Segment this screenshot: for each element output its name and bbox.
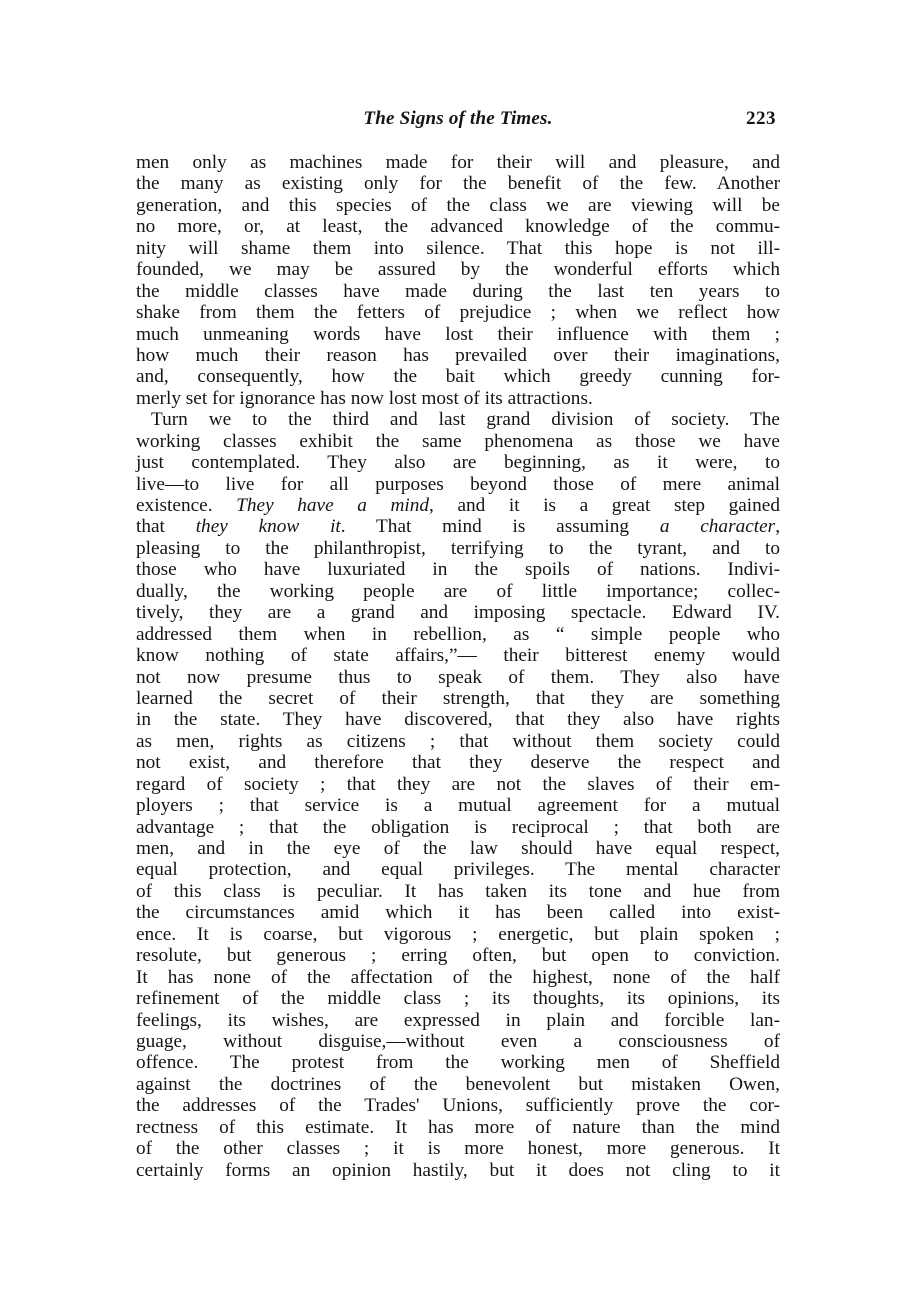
text-line: [136, 452, 780, 473]
text-line: [136, 881, 780, 902]
text-line: [136, 516, 780, 537]
text-run: , and it is a great step gained: [429, 495, 780, 516]
text-line: [136, 688, 780, 709]
text-run: no more, or, at least, the advanced knowledge of the commu-: [136, 216, 780, 238]
text-line: [136, 667, 780, 688]
text-line: [136, 195, 780, 216]
text-line: [136, 1074, 780, 1095]
text-line: [136, 945, 780, 966]
text-line: [136, 1052, 780, 1073]
text-line: [136, 581, 780, 602]
text-line: [136, 774, 780, 795]
text-line: [136, 409, 780, 430]
italic-text: They have a mind: [236, 495, 430, 516]
text-line: [136, 859, 780, 880]
text-line: [136, 731, 780, 752]
text-run: as men, rights as citizens ; that without them society could: [136, 730, 780, 752]
italic-text: a character: [659, 516, 776, 538]
text-run: pleasing to the philanthropist, terrifying to the tyrant, and to: [136, 537, 780, 559]
text-run: and, consequently, how the bait which greedy cunning for-: [136, 366, 780, 388]
text-line: [136, 795, 780, 816]
text-run: learned the secret of their strength, that they are something: [136, 687, 780, 709]
text-run: of the other classes ; it is more honest, more generous. It: [136, 1138, 780, 1160]
text-run: founded, we may be assured by the wonderful efforts which: [136, 259, 780, 281]
text-run: advantage ; that the obligation is reciprocal ; that both are: [136, 816, 780, 838]
text-run: not now presume thus to speak of them. They also have: [136, 666, 780, 688]
text-line: [136, 238, 780, 259]
text-run: ,: [775, 516, 781, 538]
text-run: not exist, and therefore that they deserve the respect and: [136, 752, 780, 774]
text-line: [136, 988, 780, 1009]
running-title: The Signs of the Times.: [363, 108, 553, 129]
text-run: merly set for ignorance has now lost most of its attractions.: [136, 387, 593, 409]
text-line: [136, 602, 780, 623]
text-line: [136, 324, 780, 345]
text-line: [136, 1031, 780, 1052]
text-line: [136, 388, 780, 409]
text-line: [136, 1010, 780, 1031]
text-run: addressed them when in rebellion, as “ simple people who: [136, 623, 780, 645]
body-text: [136, 152, 780, 1181]
text-run: of this class is peculiar. It has taken its tone and hue from: [136, 880, 780, 902]
text-line: [136, 1117, 780, 1138]
text-line: [136, 902, 780, 923]
paragraph: [136, 152, 780, 409]
text-run: generation, and this species of the class we are viewing will be: [136, 194, 780, 216]
text-line: [136, 752, 780, 773]
text-run: those who have luxuriated in the spoils of nations. Indivi-: [136, 559, 780, 581]
text-run: just contemplated. They also are beginning, as it were, to: [136, 452, 780, 474]
text-line: [136, 559, 780, 580]
text-line: [136, 624, 780, 645]
text-run: know nothing of state affairs,”— their bitterest enemy would: [136, 645, 780, 667]
text-run: rectness of this estimate. It has more of nature than the mind: [136, 1116, 780, 1138]
text-run: shake from them the fetters of prejudice ; when we reflect how: [136, 302, 780, 324]
page-number: 223: [746, 108, 776, 129]
text-run: guage, without disguise,—without even a consciousness of: [136, 1030, 780, 1052]
text-run: regard of society ; that they are not the slaves of their em-: [136, 773, 780, 795]
text-run: tively, they are a grand and imposing spectacle. Edward IV.: [136, 602, 780, 624]
text-run: . That mind is assuming: [340, 516, 660, 538]
text-run: ence. It is coarse, but vigorous ; energetic, but plain spoken ;: [136, 923, 780, 945]
text-run: nity will shame them into silence. That this hope is not ill-: [136, 237, 780, 259]
text-run: working classes exhibit the same phenomena as those we have: [136, 430, 780, 452]
text-line: [136, 924, 780, 945]
text-run: live—to live for all purposes beyond those of mere animal: [136, 473, 780, 495]
text-run: certainly forms an opinion hastily, but it does not cling to it: [136, 1159, 780, 1181]
text-run: the middle classes have made during the last ten years to: [136, 280, 780, 302]
text-line: [136, 817, 780, 838]
text-line: [136, 1095, 780, 1116]
text-run: the many as existing only for the benefit of the few. Another: [136, 173, 780, 195]
text-run: dually, the working people are of little importance; collec-: [136, 580, 780, 602]
text-run: ployers ; that service is a mutual agreement for a mutual: [136, 795, 780, 817]
text-run: the circumstances amid which it has been called into exist-: [136, 902, 780, 924]
text-run: how much their reason has prevailed over their imaginations,: [136, 344, 780, 366]
text-line: [136, 281, 780, 302]
text-line: [136, 645, 780, 666]
italic-text: they know it: [195, 516, 341, 538]
text-run: existence.: [136, 495, 237, 516]
text-line: [136, 302, 780, 323]
text-line: [136, 366, 780, 387]
paragraph: [136, 409, 780, 1181]
text-line: [136, 709, 780, 730]
text-run: that: [136, 516, 196, 538]
text-run: the addresses of the Trades' Unions, sufficiently prove the cor-: [136, 1095, 780, 1117]
text-run: feelings, its wishes, are expressed in plain and forcible lan-: [136, 1009, 780, 1031]
text-line: [136, 152, 780, 173]
text-line: [136, 538, 780, 559]
running-head: [136, 108, 780, 138]
text-line: [136, 967, 780, 988]
text-run: resolute, but generous ; erring often, but open to conviction.: [136, 945, 780, 967]
text-run: men, and in the eye of the law should have equal respect,: [136, 838, 780, 859]
text-line: [136, 345, 780, 366]
text-line: [136, 173, 780, 194]
text-run: equal protection, and equal privileges. The mental character: [136, 859, 780, 881]
text-run: in the state. They have discovered, that they also have rights: [136, 709, 780, 731]
text-line: [136, 1138, 780, 1159]
text-line: [136, 259, 780, 280]
text-line: [136, 1160, 780, 1181]
text-run: refinement of the middle class ; its thoughts, its opinions, its: [136, 988, 780, 1010]
text-run: against the doctrines of the benevolent but mistaken Owen,: [136, 1073, 780, 1095]
text-line: [136, 216, 780, 237]
text-line: [136, 838, 780, 859]
text-run: It has none of the affectation of the highest, none of the half: [136, 966, 780, 988]
text-line: [136, 474, 780, 495]
text-run: offence. The protest from the working men of Sheffield: [136, 1052, 780, 1074]
text-line: [136, 495, 780, 516]
text-run: Turn we to the third and last grand division of society. The: [151, 409, 780, 431]
text-run: much unmeaning words have lost their influence with them ;: [136, 323, 780, 345]
text-run: men only as machines made for their will and pleasure, and: [136, 152, 780, 173]
text-line: [136, 431, 780, 452]
